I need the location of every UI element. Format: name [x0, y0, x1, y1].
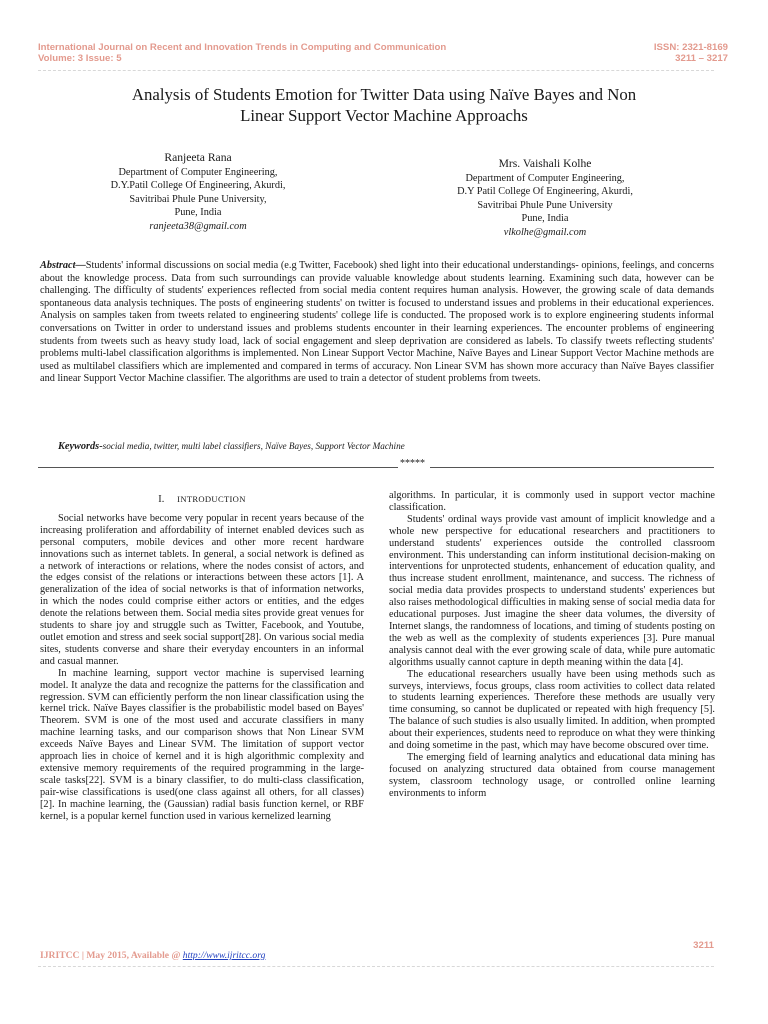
journal-pages: 3211 – 3217	[675, 53, 728, 64]
keywords	[58, 440, 405, 453]
abstract-text: Students' informal discussions on social media (e.g Twitter, Facebook) shed light into their educational understandings- opinions, feelings, and concerns about the knowledge process. Data from such surroundings can provide valuable knowledge about students learning. Examining such data, however can be challenging. The difficulty of students' experiences reflected from social media content requires human analysis. However, the growing scale of data demands spontaneous data analysis techniques. The posts of engineering students' on twitter is focused to understand issues and problems in their educational experiences. Analysis on samples taken from tweets related to engineering students' college life is conducted. The proposed work is to explore engineering students informal conversations on Twitter in order to understand issues and problems students encounter in their learning experiences. The encounter problems of engineering students from tweets such as heavy study load, lack of social engagement and sleep deprivation are considered as labels. To classify tweets reflecting students' problems multi-label classification algorithms is implemented. Non Linear Support Vector Machine, Naïve Bayes and Linear Support Vector Machine methods are used as multilabel classifiers which are implemented and compared in terms of accuracy. Non Linear SVM has shown more accuracy than Naïve Bayes classifier and linear Support Vector Machine classifier. The algorithms are used to train a detector of student problems from tweets.	[40, 260, 714, 385]
author-affiliation: Savitribai Phule Pune University	[477, 199, 613, 211]
title-line: Linear Support Vector Machine Approachs	[240, 106, 528, 125]
paragraph: Social networks have become very popular in recent years because of the increasing proliferation and affordability of internet enabled devices such as personal computers, mobile devices and other more recent hardware innovations such as internet tablets. In general, a social network is defined as a network of interactions or relations, where the nodes consist of actors, and the edges consist of the relations or interactions between these actors [1]. A generalization of the idea of social networks is that of information networks, in which the nodes could comprise either actors or entities, and the edges denote the relations between them. Social media sites provide great venues for students to share joy and struggle such as Twitter, Facebook, and Youtube, outlet emotion and stress and seek social support[28]. On various social media sites, students converse and share their everyday encounters in an informal and casual manner.	[40, 512, 364, 667]
author-email: ranjeeta38@gmail.com	[149, 220, 247, 232]
author-affiliation: Department of Computer Engineering,	[465, 173, 625, 184]
paragraph: The emerging field of learning analytics and educational data mining has focused on analyzing structured data obtained from course management system, classroom technology usage, or controlled online learning environments to inform	[389, 751, 715, 799]
journal-volume: Volume: 3 Issue: 5	[38, 53, 122, 64]
abstract-label: Abstract—	[40, 260, 86, 271]
title-line: Analysis of Students Emotion for Twitter Data using Naïve Bayes and Non	[131, 85, 637, 104]
author-affiliation: Department of Computer Engineering,	[118, 167, 278, 178]
section-separator	[38, 458, 714, 472]
footer-text: IJRITCC | May 2015, Available @	[40, 950, 183, 961]
author-name: Mrs. Vaishali Kolhe	[498, 157, 592, 170]
separator-line	[430, 467, 714, 468]
paragraph: In machine learning, support vector machine is supervised learning model. It analyze the data and recognize the patterns for the classification and regression. SVM can efficiently perform the non linear classification using the kernel trick. Naïve Bayes classifier is the probabilistic model based on Bayes' Theorem. SVM is one of the most used and accurate classifiers in many machine learning tasks, and our comparison shows that Non Linear SVM exceeds Naïve Bayes and Linear SVM. The limitation of support vector approach lies in choice of kernel and it is high algorithmic complexity and extensive memory requirements of the required programming in the large-scale tasks[22]. SVM is a binary classifier, to do multi-class classification, pair-wise classifications is used(one class against all others, for all classes) [2]. In machine learning, the (Gaussian) radial basis function kernel, or RBF kernel, is a popular kernel function used in various kernelized learning	[40, 667, 364, 822]
footer	[40, 950, 265, 961]
page-number: 3211	[693, 940, 714, 951]
separator-line	[38, 467, 398, 468]
header-rule	[38, 70, 714, 71]
author-affiliation: Savitribai Phule Pune University,	[129, 193, 267, 205]
footer-link[interactable]: http://www.ijritcc.org	[182, 950, 266, 961]
paragraph: The educational researchers usually have been using methods such as surveys, interviews, focus groups, class room activities to collect data related to students learning experiences. Therefore these methods are usually very time consuming, so cannot be duplicated or repeated with high frequency [5]. The balance of such studies is also usually limited. In addition, when prompted about their experiences, students need to reproduce on what they were thinking and doing sometime in the past, which may have become obscured over time.	[389, 668, 716, 752]
keywords-text: social media, twitter, multi label classifiers, Naïve Bayes, Support Vector Machine	[102, 441, 405, 451]
journal-name: International Journal on Recent and Innovation Trends in Computing and Communication	[38, 42, 447, 53]
paragraph: Students' ordinal ways provide vast amount of implicit knowledge and a whole new perspective for educational researchers and practitioners to understand students' experiences outside the controlled classroom environment. This understanding can inform institutional decision-making on interventions for unprotected students, enhancement of education quality, and thus increase student enrollment, maintenance, and success. The richness of social media data provides prospects to understand students' experiences but also raises methodological difficulties in making sense of social media data for educational purposes. Just imagine the sheer data volumes, the diversity of Internet slangs, the randomness of locations, and timing of students posting on the web as well as the complexity of students experiences [3]. Pure manual analysis cannot deal with the ever growing scale of data, while pure automatic algorithms usually cannot capture in depth meaning within the data [4].	[389, 513, 715, 668]
footer-rule	[38, 966, 714, 967]
paragraph: algorithms. In particular, it is commonly used in support vector machine classification.	[389, 490, 715, 513]
journal-issn: ISSN: 2321-8169	[653, 42, 728, 53]
separator-stars: *****	[400, 458, 425, 469]
right-column	[389, 490, 715, 800]
keywords-label: Keywords-	[58, 441, 103, 452]
abstract	[40, 260, 714, 386]
author-name: Ranjeeta Rana	[164, 151, 232, 164]
section-number: I.	[158, 494, 165, 505]
author-affiliation: Pune, India	[521, 213, 569, 225]
section-heading	[40, 494, 364, 506]
paper-title	[40, 84, 728, 126]
left-column	[40, 494, 364, 822]
author-affiliation: Pune, India	[174, 207, 222, 219]
author-1	[78, 150, 318, 233]
author-2	[420, 156, 670, 239]
author-affiliation: D.Y Patil College Of Engineering, Akurdi,	[457, 186, 633, 198]
author-affiliation: D.Y.Patil College Of Engineering, Akurdi,	[110, 180, 286, 192]
author-email: vlkolhe@gmail.com	[503, 226, 587, 238]
section-title: INTRODUCTION	[177, 494, 246, 504]
